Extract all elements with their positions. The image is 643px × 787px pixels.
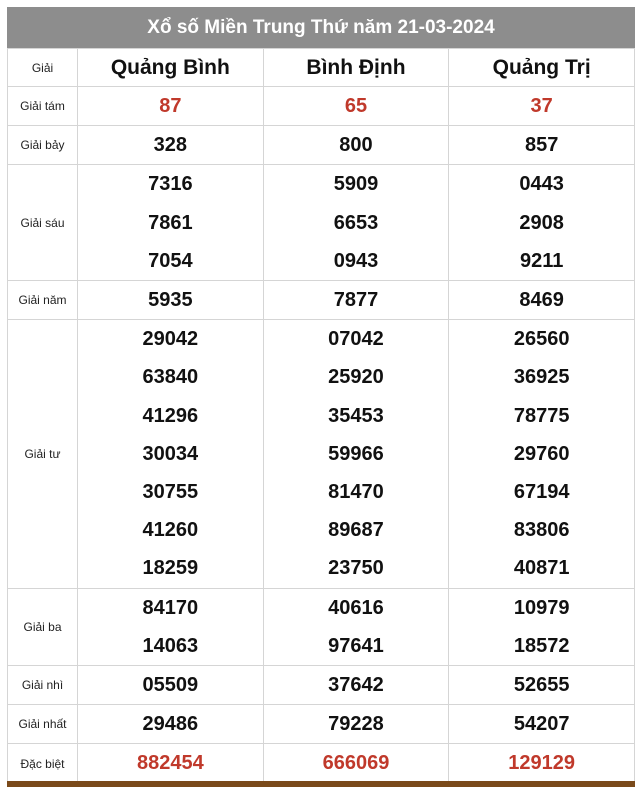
prize-number: 84170 xyxy=(142,596,199,619)
prize-number: 37642 xyxy=(328,674,384,697)
prize-cell xyxy=(78,281,264,320)
prize-number: 666069 xyxy=(322,752,390,775)
prize-number: 29042 xyxy=(142,328,199,351)
prize-cell xyxy=(78,666,264,705)
prize-label: Giải tư xyxy=(8,320,78,588)
prize-cell xyxy=(78,588,264,665)
prize-cell xyxy=(78,165,264,281)
results-panel xyxy=(7,7,635,784)
prize-cell xyxy=(263,281,449,320)
results-table xyxy=(7,48,635,784)
prize-number: 7054 xyxy=(148,249,193,272)
prize-number: 30755 xyxy=(142,481,199,504)
prize-number: 10979 xyxy=(513,596,570,619)
prize-label: Đặc biệt xyxy=(8,744,78,783)
province-header: Quảng Trị xyxy=(449,49,635,87)
prize-number: 7861 xyxy=(148,211,193,234)
prize-number: 26560 xyxy=(513,328,570,351)
prize-number: 89687 xyxy=(328,519,384,542)
page-title: Xổ số Miền Trung Thứ năm 21-03-2024 xyxy=(7,7,635,48)
prize-number: 2908 xyxy=(519,211,564,234)
province-header: Quảng Bình xyxy=(78,49,264,87)
prize-number: 25920 xyxy=(328,366,384,389)
prize-row xyxy=(8,165,635,281)
prize-number: 882454 xyxy=(136,752,204,775)
prize-number: 30034 xyxy=(142,442,199,465)
prize-label: Giải nhì xyxy=(8,666,78,705)
prize-row xyxy=(8,705,635,744)
province-header: Bình Định xyxy=(263,49,449,87)
prize-number: 857 xyxy=(524,134,559,157)
prize-cell xyxy=(263,126,449,165)
prize-cell xyxy=(78,87,264,126)
bottom-divider xyxy=(7,781,635,787)
prize-label: Giải bảy xyxy=(8,126,78,165)
prize-number: 5909 xyxy=(333,173,379,196)
prize-number: 0943 xyxy=(333,249,379,272)
prize-number: 40616 xyxy=(328,596,384,619)
prize-number: 79228 xyxy=(328,713,384,736)
prize-row xyxy=(8,281,635,320)
prize-cell xyxy=(263,87,449,126)
prize-label: Giải sáu xyxy=(8,165,78,281)
prize-number: 36925 xyxy=(513,366,570,389)
prize-number: 7316 xyxy=(148,173,193,196)
prize-cell xyxy=(263,705,449,744)
prize-number: 41260 xyxy=(142,519,199,542)
prize-number: 35453 xyxy=(328,404,384,427)
prize-row xyxy=(8,744,635,783)
prize-cell xyxy=(78,320,264,588)
prize-row xyxy=(8,320,635,588)
prize-cell xyxy=(263,666,449,705)
prize-number: 14063 xyxy=(142,634,199,657)
prize-column-header: Giải xyxy=(8,49,78,87)
prize-number: 97641 xyxy=(328,634,384,657)
prize-number: 59966 xyxy=(328,442,384,465)
prize-number: 05509 xyxy=(142,674,199,697)
prize-cell xyxy=(449,705,635,744)
prize-number: 7877 xyxy=(333,289,379,312)
prize-row xyxy=(8,588,635,665)
prize-label: Giải ba xyxy=(8,588,78,665)
prize-number: 40871 xyxy=(513,557,570,580)
prize-number: 07042 xyxy=(328,328,384,351)
prize-number: 87 xyxy=(159,95,182,117)
prize-number: 54207 xyxy=(513,713,570,736)
prize-number: 8469 xyxy=(519,289,564,312)
prize-number: 83806 xyxy=(513,519,570,542)
prize-number: 18572 xyxy=(513,634,570,657)
prize-number: 37 xyxy=(530,95,553,117)
prize-number: 5935 xyxy=(148,289,193,312)
prize-number: 81470 xyxy=(328,481,384,504)
prize-number: 6653 xyxy=(333,211,379,234)
prize-label: Giải năm xyxy=(8,281,78,320)
prize-cell xyxy=(449,165,635,281)
prize-cell xyxy=(449,87,635,126)
prize-cell xyxy=(263,588,449,665)
prize-number: 78775 xyxy=(513,404,570,427)
prize-number: 800 xyxy=(339,134,373,157)
prize-number: 29486 xyxy=(142,713,199,736)
prize-number: 23750 xyxy=(328,557,384,580)
prize-number: 52655 xyxy=(513,674,570,697)
prize-cell xyxy=(263,320,449,588)
prize-number: 9211 xyxy=(519,249,564,272)
prize-number: 129129 xyxy=(508,752,576,775)
prize-cell xyxy=(449,320,635,588)
prize-row xyxy=(8,666,635,705)
prize-cell xyxy=(78,744,264,783)
prize-cell xyxy=(78,126,264,165)
prize-number: 41296 xyxy=(142,404,199,427)
results-table-body xyxy=(8,49,635,784)
prize-number: 328 xyxy=(153,134,188,157)
prize-cell xyxy=(263,744,449,783)
prize-number: 67194 xyxy=(513,481,570,504)
prize-label: Giải nhất xyxy=(8,705,78,744)
prize-cell xyxy=(263,165,449,281)
prize-number: 18259 xyxy=(142,557,199,580)
prize-number: 65 xyxy=(344,95,368,117)
prize-number: 29760 xyxy=(513,442,570,465)
prize-cell xyxy=(449,281,635,320)
prize-cell xyxy=(449,666,635,705)
prize-label: Giải tám xyxy=(8,87,78,126)
table-header-row xyxy=(8,49,635,87)
prize-cell xyxy=(449,126,635,165)
prize-cell xyxy=(449,588,635,665)
prize-row xyxy=(8,126,635,165)
prize-row xyxy=(8,87,635,126)
prize-number: 0443 xyxy=(519,173,564,196)
prize-cell xyxy=(449,744,635,783)
prize-cell xyxy=(78,705,264,744)
prize-number: 63840 xyxy=(142,366,199,389)
